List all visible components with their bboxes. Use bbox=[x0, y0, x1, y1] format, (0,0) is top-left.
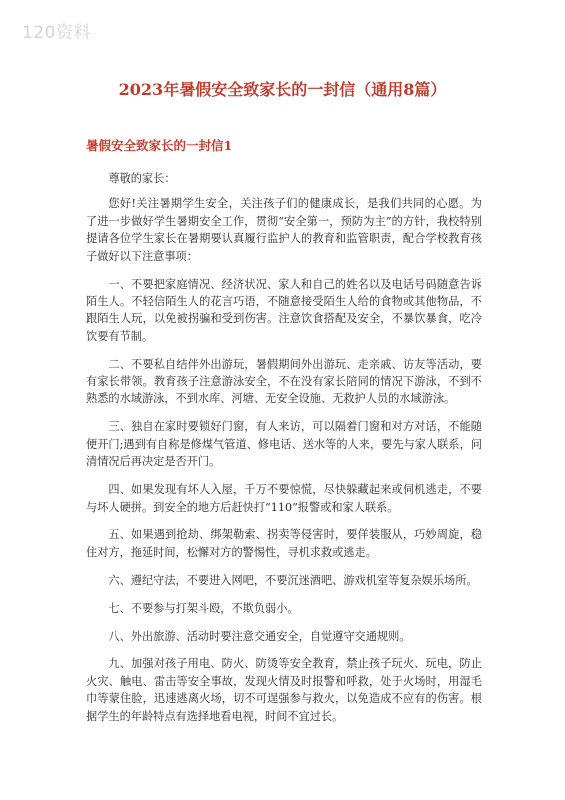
paragraph-item-2: 二、不要私自结伴外出游玩，暑假期间外出游玩、走亲戚、访友等活动，要有家长带领。教育孩子注意游泳安全，不在没有家长陪同的情况下游泳，不到不熟悉的水域游泳，不到水库、河塘、无安全设施、无救护人员的水域游泳。 bbox=[86, 357, 482, 406]
letter-body bbox=[86, 170, 482, 736]
paragraph-item-7: 七、不要参与打架斗殴，不欺负弱小。 bbox=[108, 601, 299, 615]
watermark-logo: 120资料 bbox=[22, 23, 91, 43]
paragraph-item-9: 九、加强对孩子用电、防火、防烫等安全教育，禁止孩子玩火、玩电，防止火灾、触电、雷击等安全事故，发现火情及时报警和呼救，处于火场时，用湿毛巾等蒙住脸，迅速逃离火场，切不可逞强参与救火，以免造成不应有的伤害。根据学生的年龄特点有选择地看电视，时间不宜过长。 bbox=[86, 657, 482, 723]
salutation: 尊敬的家长： bbox=[108, 172, 176, 185]
section-title: 暑假安全致家长的一封信1 bbox=[86, 138, 233, 153]
paragraph-item-5: 五、如果遇到抢劫、绑架勒索、拐卖等侵害时，要佯装服从，巧妙周旋，稳住对方，拖延时间，松懈对方的警惕性，寻机求救或逃走。 bbox=[86, 528, 482, 559]
paragraph-item-6: 六、遵纪守法，不要进入网吧，不要沉迷酒吧、游戏机室等复杂娱乐场所。 bbox=[108, 573, 478, 587]
paragraph-item-4: 四、如果发现有坏人入屋，千万不要惊慌，尽快躲藏起来或伺机逃走，不要与坏人硬拼。到安全的地方后赶快打“110”报警或和家人联系。 bbox=[86, 483, 482, 514]
paragraph-item-8: 八、外出旅游、活动时要注意交通安全，自觉遵守交通规则。 bbox=[108, 629, 411, 643]
document-title: 2023年暑假安全致家长的一封信（通用8篇） bbox=[118, 80, 447, 99]
paragraph-item-3: 三、独自在家时要锁好门窗，有人来访，可以隔着门窗和对方对话，不能随便开门;遇到有自称是修煤气管道、修电话、送水等的人来，要先与家人联系，问清情况后再决定是否开门。 bbox=[86, 420, 482, 469]
paragraph-item-1: 一、不要把家庭情况、经济状况、家人和自己的姓名以及电话号码随意告诉陌生人。不轻信陌生人的花言巧语，不随意接受陌生人给的食物或其他物品，不跟陌生人玩，以免被拐骗和受到伤害。注意饮食搭配及安全，不暴饮暴食，吃冷饮要有节制。 bbox=[86, 277, 482, 343]
paragraph-intro: 您好!关注暑期学生安全，关注孩子们的健康成长，是我们共同的心愿。为了进一步做好学生暑期安全工作，贯彻“安全第一，预防为主”的方针，我校特别提请各位学生家长在暑期要认真履行监护人的教育和监管职责，配合学校教育孩子做好以下注意事项： bbox=[86, 197, 482, 263]
